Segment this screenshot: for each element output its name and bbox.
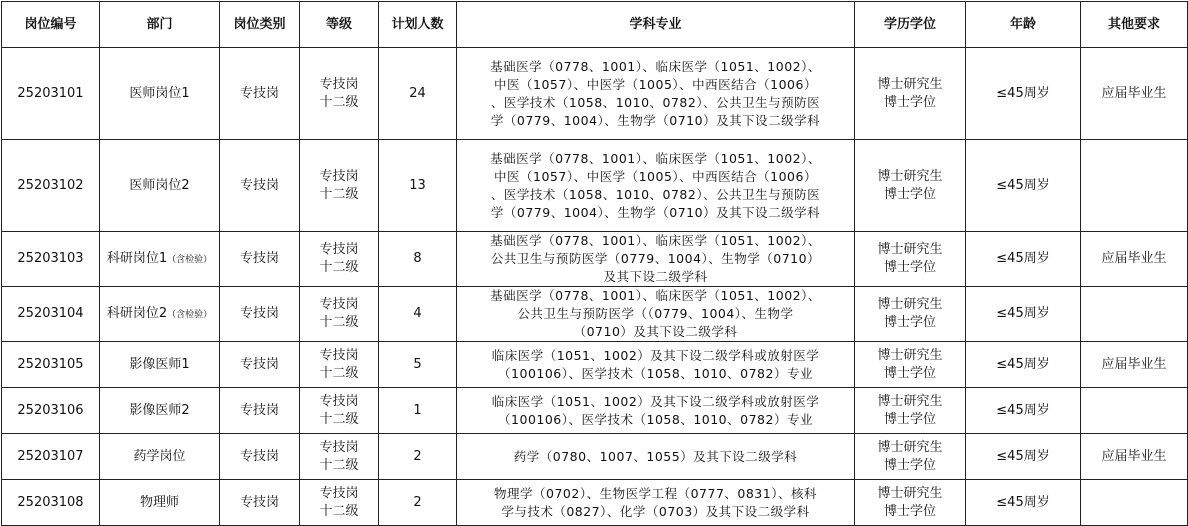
cell-text: ≤45周岁 [996,448,1050,464]
header-row [2,2,1188,48]
cell-text: 博士学位 [883,186,936,202]
subject-line: 临床医学（1051、1002）及其下设二级学科或放射医学 [491,347,820,363]
cell-text: 24 [409,85,426,101]
cell-text: 十二级 [319,186,359,202]
cell-text: 科研岗位1 [106,250,168,266]
cell-text: 4 [413,306,422,321]
cell-text: 博士研究生 [877,439,943,455]
cell-code [2,48,100,140]
subject-line: 物理学（0702）、生物医学工程（0777、0831）、核科 [494,485,817,501]
cell-text: 应届毕业生 [1101,85,1167,101]
header-code: 岗位编号 [2,2,100,48]
cell-age [966,388,1081,434]
cell-text: 博士学位 [883,94,936,110]
cell-text: ≤45周岁 [996,356,1050,372]
cell-text: 2 [413,494,422,510]
cell-other [1081,48,1188,140]
table-row [2,232,1188,287]
cell-dept [100,388,220,434]
cell-text: 影像医师1 [129,356,190,372]
cell-code [2,140,100,232]
cell-text: 专技岗 [239,494,279,510]
cell-text: 5 [413,356,422,372]
table-row [2,480,1188,526]
cell-text: 医师岗位1 [129,85,190,101]
cell-text: 25203104 [17,306,84,321]
cell-count [379,388,457,434]
cell-subject [457,287,855,342]
cell-text: 博士学位 [883,260,936,275]
cell-text: ≤45周岁 [996,177,1050,193]
cell-degree [855,434,966,480]
cell-dept [100,434,220,480]
cell-text: 物理师 [139,494,179,510]
cell-text: （含检验） [167,254,213,265]
cell-other [1081,342,1188,388]
cell-text: 应届毕业生 [1101,448,1167,464]
cell-dept [100,480,220,526]
subject-line: 、医学技术（1058、1010、0782）、公共卫生与预防医 [490,186,821,202]
cell-text: 专技岗 [319,297,359,312]
cell-text: 博士研究生 [877,242,943,257]
cell-text: 博士研究生 [877,347,943,363]
header-age: 年龄 [966,2,1081,48]
cell-subject [457,232,855,287]
cell-text: 十二级 [319,94,359,110]
subject-line: （100106）、医学技术（1058、1010、0782）专业 [498,411,813,427]
cell-text: 博士研究生 [877,297,943,312]
subject-line: 基础医学（0778、1001）、临床医学（1051、1002）、 [490,233,821,248]
subject-line: 临床医学（1051、1002）及其下设二级学科或放射医学 [491,393,820,409]
cell-text: 25203108 [17,494,84,510]
cell-text: 博士研究生 [877,168,943,184]
recruitment-table [1,1,1188,526]
cell-subject [457,342,855,388]
cell-text: 25203101 [17,85,84,101]
cell-category [220,388,300,434]
cell-category [220,480,300,526]
cell-text: 专技岗 [319,347,359,363]
cell-code [2,232,100,287]
cell-text: 博士学位 [883,457,936,473]
header-degree: 学历学位 [855,2,966,48]
cell-count [379,48,457,140]
cell-code [2,342,100,388]
cell-text: 1 [413,402,422,418]
cell-code [2,287,100,342]
cell-grade [300,48,379,140]
cell-grade [300,342,379,388]
cell-text: 8 [413,251,422,266]
cell-grade [300,287,379,342]
cell-dept [100,48,220,140]
cell-text: 专技岗 [239,356,279,372]
cell-text: 十二级 [319,315,359,330]
cell-text: 25203106 [17,402,84,418]
cell-age [966,434,1081,480]
cell-degree [855,232,966,287]
subject-line: 基础医学（0778、1001）、临床医学（1051、1002）、 [490,150,821,166]
cell-text: 专技岗 [239,251,279,266]
cell-text: 专技岗 [239,402,279,418]
header-count: 计划人数 [379,2,457,48]
subject-line: 学（0779、1004）、生物学（0710）及其下设二级学科 [490,204,821,220]
cell-grade [300,232,379,287]
cell-text: （含检验） [167,309,213,320]
cell-text: 25203107 [17,448,84,464]
subject-line: 公共卫生与预防医学（0779、1004）、生物学（0710） [490,251,821,266]
cell-dept [100,342,220,388]
cell-text: 专技岗 [319,439,359,455]
cell-age [966,140,1081,232]
cell-text: 应届毕业生 [1101,356,1167,372]
cell-degree [855,388,966,434]
cell-category [220,140,300,232]
cell-text: 专技岗 [319,168,359,184]
cell-grade [300,480,379,526]
subject-line: 基础医学（0778、1001）、临床医学（1051、1002）、 [490,58,821,74]
cell-text: 应届毕业生 [1101,251,1167,266]
subject-line: （100106）、医学技术（1058、1010、0782）专业 [498,365,813,381]
subject-line: 学（0779、1004）、生物学（0710）及其下设二级学科 [490,112,821,128]
cell-grade [300,434,379,480]
cell-subject [457,434,855,480]
cell-text: 十二级 [319,503,359,519]
cell-text: ≤45周岁 [996,494,1050,510]
cell-text: 博士研究生 [877,76,943,92]
cell-text: 专技岗 [319,242,359,257]
table-row [2,287,1188,342]
cell-text: ≤45周岁 [996,402,1050,418]
cell-text: 专技岗 [239,306,279,321]
cell-degree [855,140,966,232]
cell-code [2,388,100,434]
table-row [2,434,1188,480]
cell-subject [457,48,855,140]
cell-text: ≤45周岁 [996,251,1050,266]
cell-text: 13 [409,177,426,193]
cell-other [1081,232,1188,287]
cell-category [220,48,300,140]
cell-text: 医师岗位2 [129,177,190,193]
cell-category [220,287,300,342]
cell-count [379,140,457,232]
cell-text: 专技岗 [239,448,279,464]
table-row [2,140,1188,232]
cell-text: 博士学位 [883,411,936,427]
cell-text: 专技岗 [319,76,359,92]
cell-text: 博士研究生 [877,485,943,501]
cell-age [966,342,1081,388]
cell-text: 博士学位 [883,365,936,381]
cell-subject [457,140,855,232]
cell-text: 十二级 [319,411,359,427]
cell-dept [100,232,220,287]
subject-line: 、医学技术（1058、1010、0782）、公共卫生与预防医 [490,94,821,110]
cell-other [1081,388,1188,434]
subject-line: 公共卫生与预防医学（（0779、1004）、生物学 [517,306,794,321]
cell-count [379,287,457,342]
cell-count [379,342,457,388]
cell-other [1081,480,1188,526]
cell-text: 十二级 [319,457,359,473]
table-row [2,388,1188,434]
subject-line: 学与技术（0827）、化学（0703）及其下设二级学科 [501,503,810,519]
cell-text: 专技岗 [239,177,279,193]
cell-text: 科研岗位2 [106,305,168,321]
cell-other [1081,287,1188,342]
cell-age [966,287,1081,342]
cell-code [2,434,100,480]
table-row [2,342,1188,388]
cell-text: 2 [413,448,422,464]
header-subject: 学科专业 [457,2,855,48]
header-category: 岗位类别 [220,2,300,48]
cell-text: ≤45周岁 [996,306,1050,321]
cell-text: 专技岗 [319,393,359,409]
cell-other [1081,140,1188,232]
cell-text: 专技岗 [239,85,279,101]
header-dept: 部门 [100,2,220,48]
cell-category [220,434,300,480]
subject-line: 及其下设二级学科 [603,269,708,284]
cell-count [379,232,457,287]
cell-age [966,48,1081,140]
cell-grade [300,140,379,232]
cell-grade [300,388,379,434]
cell-age [966,480,1081,526]
cell-dept [100,140,220,232]
cell-text: 博士学位 [883,315,936,330]
table-row [2,48,1188,140]
cell-subject [457,388,855,434]
subject-line: （0710）及其下设二级学科 [573,324,738,339]
subject-line: 基础医学（0778、1001）、临床医学（1051、1002）、 [490,288,821,303]
cell-text: 博士学位 [883,503,936,519]
cell-text: 博士研究生 [877,393,943,409]
cell-text: 影像医师2 [129,402,190,418]
cell-degree [855,342,966,388]
subject-line: 中医（1057）、中医学（1005）、中西医结合（1006） [494,168,817,184]
cell-degree [855,480,966,526]
cell-text: ≤45周岁 [996,85,1050,101]
header-other: 其他要求 [1081,2,1188,48]
cell-count [379,434,457,480]
cell-code [2,480,100,526]
cell-text: 药学岗位 [133,448,186,464]
cell-text: 专技岗 [319,485,359,501]
cell-text: 十二级 [319,365,359,381]
cell-age [966,232,1081,287]
subject-line: 中医（1057）、中医学（1005）、中西医结合（1006） [494,76,817,92]
cell-text: 25203103 [17,251,84,266]
cell-text: 25203105 [17,356,84,372]
cell-dept [100,287,220,342]
subject-line: 药学（0780、1007、1055）及其下设二级学科 [513,448,798,464]
cell-subject [457,480,855,526]
cell-other [1081,434,1188,480]
cell-degree [855,287,966,342]
cell-count [379,480,457,526]
cell-text: 25203102 [17,177,84,193]
header-grade: 等级 [300,2,379,48]
cell-text: 十二级 [319,260,359,275]
cell-category [220,342,300,388]
cell-category [220,232,300,287]
cell-degree [855,48,966,140]
